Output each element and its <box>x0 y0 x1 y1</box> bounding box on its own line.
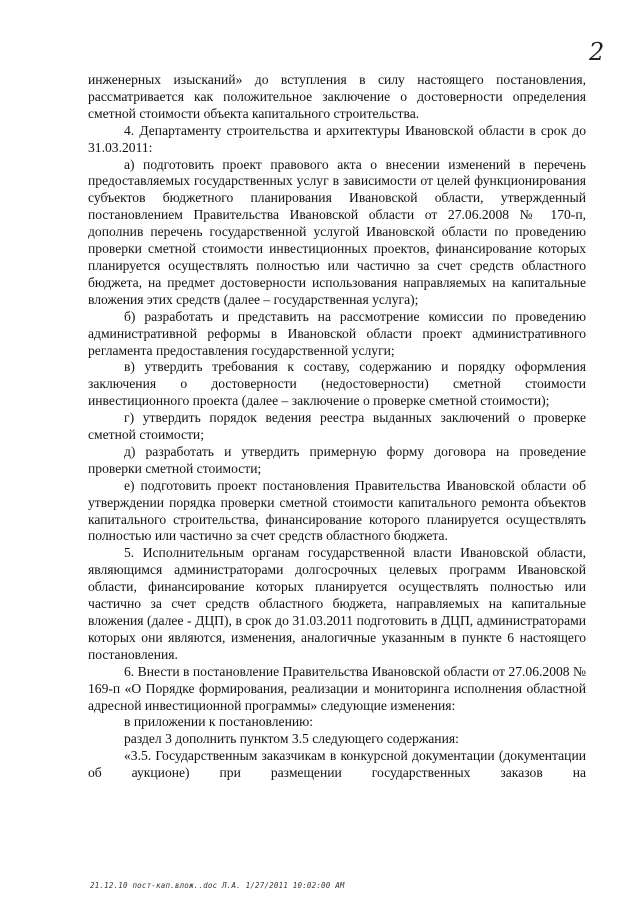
paragraph: б) разработать и представить на рассмотрение комиссии по проведению административной реформы в Ивановской области проект административного регламента предоставления государственной услуги; <box>88 308 586 358</box>
paragraph: а) подготовить проект правового акта о внесении изменений в перечень предоставляемых государственных услуг в зависимости от целей функционирования субъектов бюджетного планирования Ивановской области, утвержденный постановлением Правительства Ивановской области от 27.06.2008 № 170-п, дополнив перечень государственной услугой Ивановской области по проведению проверки сметной стоимости инвестиционных проектов, финансирование которых планируется осуществлять полностью или частично за счет средств областного бюджета, на предмет достоверности использования направляемых на капитальные вложения этих средств (далее – государственная услуга); <box>88 156 586 307</box>
paragraph: е) подготовить проект постановления Правительства Ивановской области об утверждении порядка проверки сметной стоимости капитального ремонта объектов капитального строительства, финансирование которого планируется осуществлять полностью или частично за счет средств областного бюджета. <box>88 477 586 544</box>
paragraph: 6. Внести в постановление Правительства Ивановской области от 27.06.2008 № 169-п «О Порядке формирования, реализации и мониторинга исполнения областной адресной инвестиционной программы» следующие изменения: <box>88 663 586 713</box>
paragraph: 5. Исполнительным органам государственной власти Ивановской области, являющимся администраторами долгосрочных целевых программ Ивановской области, финансирование которых планируется осуществлять полностью или частично за счет средств областного бюджета, направляемых на капитальные вложения (далее - ДЦП), в срок до 31.03.2011 подготовить в ДЦП, администраторами которых они являются, изменения, аналогичные указанным в пункте 6 настоящего постановления. <box>88 545 586 662</box>
file-footer: 21.12.10 пост-кап.влож..doc Л.А. 1/27/2011 10:02:00 AM <box>90 881 345 890</box>
page-number: 2 <box>589 38 605 66</box>
paragraph: г) утвердить порядок ведения реестра выданных заключений о проверке сметной стоимости; <box>88 410 586 443</box>
paragraph: в приложении к постановлению: <box>124 714 314 730</box>
paragraph: инженерных изысканий» до вступления в силу настоящего постановления, рассматривается как положительное заключение о достоверности определения сметной стоимости объекта капитального строительства. <box>88 72 586 121</box>
document-body <box>88 72 586 782</box>
paragraph: д) разработать и утвердить примерную форму договора на проведение проверки сметной стоимости; <box>88 443 586 476</box>
paragraph: в) утвердить требования к составу, содержанию и порядку оформления заключения о достоверности (недостоверности) сметной стоимости инвестиционного проекта (далее – заключение о проверке сметной стоимости); <box>88 359 586 409</box>
paragraph: 4. Департаменту строительства и архитектуры Ивановской области в срок до 31.03.2011: <box>88 122 586 155</box>
paragraph: «3.5. Государственным заказчикам в конкурсной документации (документации об аукционе) при размещении государственных заказов на <box>88 748 586 781</box>
paragraph: раздел 3 дополнить пунктом 3.5 следующего содержания: <box>124 731 459 747</box>
